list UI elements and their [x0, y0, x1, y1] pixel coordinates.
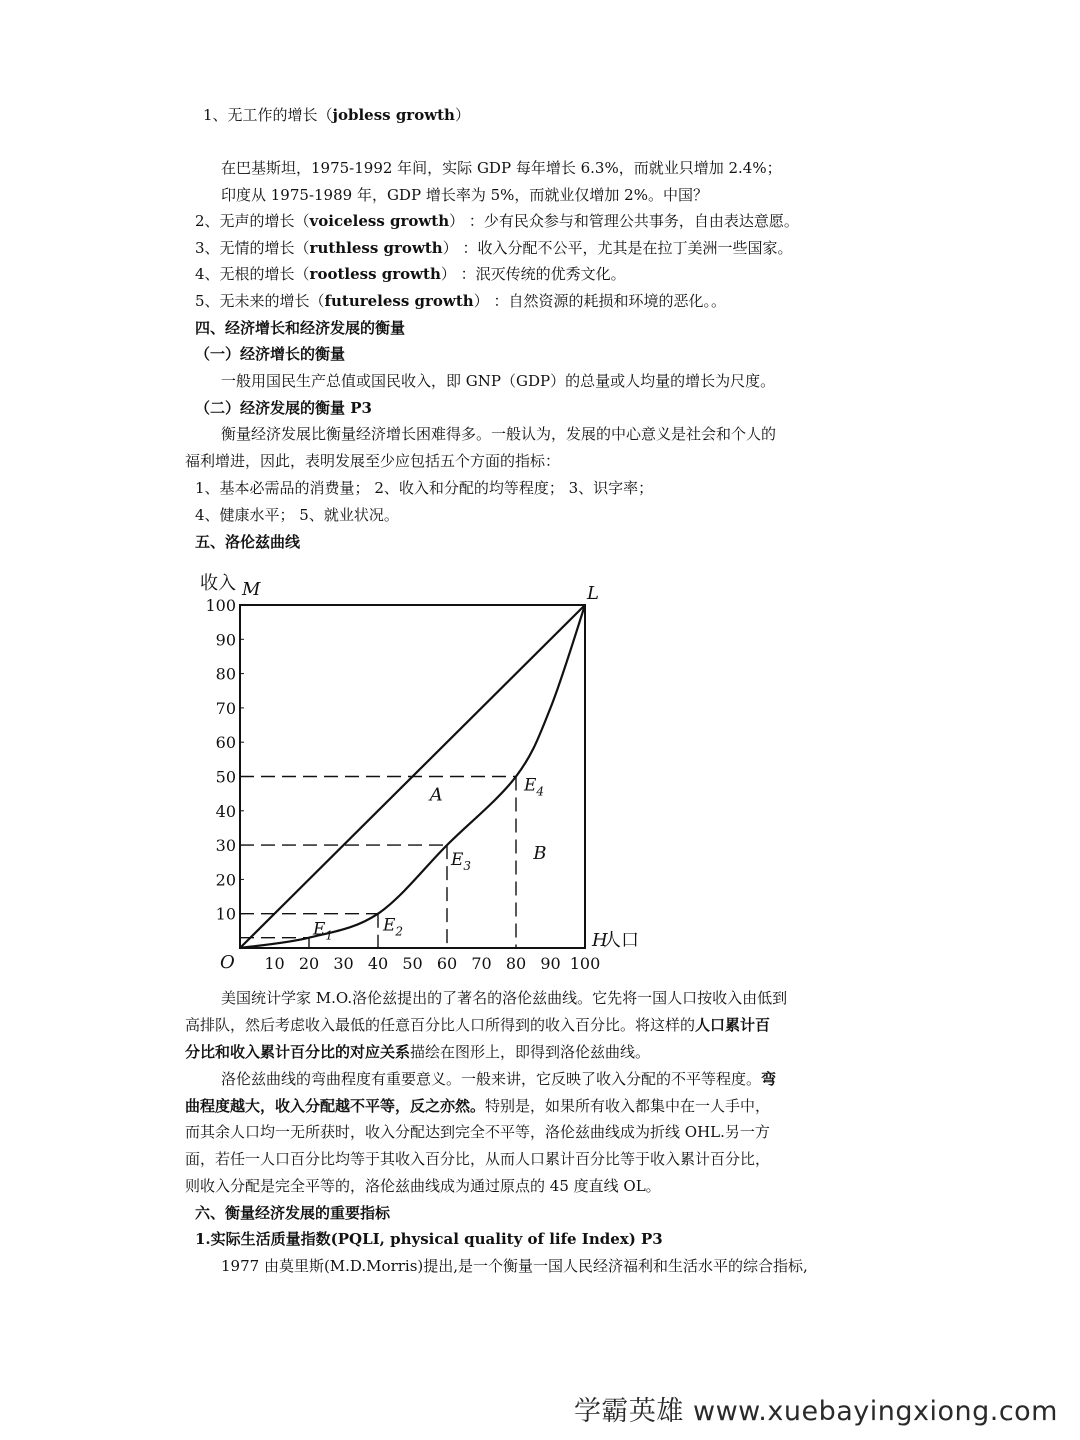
item-voiceless-desc: ） ：少有民众参与和管理公共事务，自由表达意愿。 [449, 212, 799, 230]
item-rootless-label: 4、无根的增长（ [195, 265, 310, 283]
x-tick-100: 100 [569, 954, 601, 973]
paragraph-lorenz-3-text: 描绘在图形上，即得到洛伦兹曲线。 [410, 1043, 651, 1061]
heading-section-5: 五、洛伦兹曲线 [195, 533, 301, 551]
item-voiceless-en: voiceless growth [309, 212, 450, 230]
y-tick-20: 20 [215, 870, 236, 890]
paragraph-curvature-2 [185, 1096, 770, 1116]
area-label-a: A [429, 784, 443, 806]
paragraph-curvature-1-text: 洛伦兹曲线的弯曲程度有重要意义。一般来讲，它反映了收入分配的不平等程度。 [221, 1070, 762, 1088]
item-futureless-desc: ） ：自然资源的耗损和环境的恶化。。 [473, 292, 726, 310]
point-label-letter: E [313, 919, 326, 940]
point-label-letter: E [451, 850, 464, 871]
corner-h: H [592, 930, 608, 951]
x-tick-50: 50 [402, 954, 423, 973]
lorenz-curve-chart [195, 568, 645, 978]
paragraph-lorenz-3 [185, 1042, 650, 1062]
heading-section-4: 四、经济增长和经济发展的衡量 [195, 319, 406, 337]
item-jobless-label: 1、无工作的增长（ [203, 106, 333, 124]
y-axis-label: 收入 [200, 573, 236, 594]
point-label-subscript: 4 [536, 784, 545, 799]
x-tick-40: 40 [367, 954, 389, 973]
paragraph-lorenz-2-text: 高排队，然后考虑收入最低的任意百分比人口所得到的收入百分比。将这样的 [185, 1016, 696, 1034]
paragraph-curvature-5: 则收入分配是完全平等的，洛伦兹曲线成为通过原点的 45 度直线 OL。 [185, 1177, 661, 1195]
paragraph-pakistan: 在巴基斯坦，1975-1992 年间，实际 GDP 每年增长 6.3%，而就业只增加 2.4%； [221, 159, 782, 177]
point-label-e2 [382, 916, 403, 939]
x-tick-60: 60 [436, 954, 458, 973]
x-tick-80: 80 [505, 954, 527, 973]
x-tick-70: 70 [471, 954, 492, 973]
paragraph-lorenz-2 [185, 1015, 770, 1035]
corner-o: O [220, 952, 235, 973]
point-label-e3 [450, 850, 471, 873]
heading-pqli: 1.实际生活质量指数(PQLI, physical quality of life Index) P3 [195, 1230, 663, 1248]
heading-growth-measure: （一）经济增长的衡量 [195, 345, 346, 363]
paragraph-development-2: 福利增进，因此，表明发展至少应包括五个方面的指标： [185, 452, 561, 470]
y-tick-50: 50 [215, 767, 236, 787]
x-tick-20: 20 [298, 954, 320, 973]
item-futureless [195, 291, 726, 311]
item-rootless [195, 264, 626, 284]
lorenz-svg [195, 568, 645, 978]
item-ruthless-label: 3、无情的增长（ [195, 239, 310, 257]
y-tick-40: 40 [215, 801, 236, 821]
y-tick-90: 90 [215, 630, 236, 650]
item-voiceless-label: 2、无声的增长（ [195, 212, 310, 230]
item-jobless-end: ） [454, 106, 470, 124]
x-tick-30: 30 [333, 954, 354, 973]
paragraph-lorenz-3-bold: 分比和收入累计百分比的对应关系 [185, 1043, 411, 1061]
paragraph-curvature-2-text: 特别是，如果所有收入都集中在一人手中， [485, 1097, 771, 1115]
point-label-subscript: 1 [325, 928, 334, 943]
point-label-e4 [523, 776, 544, 799]
item-voiceless [195, 211, 799, 231]
point-label-e1 [312, 920, 333, 943]
item-ruthless-en: ruthless growth [309, 239, 443, 257]
heading-development-measure: （二）经济发展的衡量 P3 [195, 399, 372, 417]
y-tick-100: 100 [205, 596, 236, 615]
item-rootless-en: rootless growth [309, 265, 441, 283]
y-tick-30: 30 [215, 836, 236, 856]
paragraph-curvature-1 [221, 1069, 776, 1089]
area-label-b: B [533, 842, 547, 864]
point-label-letter: E [524, 775, 537, 796]
paragraph-lorenz-1: 美国统计学家 M.O.洛伦兹提出的了著名的洛伦兹曲线。它先将一国人口按收入由低到 [221, 989, 788, 1007]
y-tick-80: 80 [215, 664, 236, 684]
paragraph-pqli: 1977 由莫里斯(M.D.Morris)提出,是一个衡量一国人民经济福利和生活水平的综合指标, [221, 1257, 808, 1275]
y-tick-70: 70 [215, 698, 236, 718]
corner-m: M [242, 579, 261, 600]
point-label-letter: E [383, 915, 396, 936]
point-label-subscript: 2 [395, 924, 404, 939]
corner-l: L [587, 583, 599, 604]
heading-section-6: 六、衡量经济发展的重要指标 [195, 1204, 391, 1222]
x-tick-90: 90 [540, 954, 561, 973]
item-futureless-en: futureless growth [324, 292, 474, 310]
paragraph-development-1: 衡量经济发展比衡量经济增长困难得多。一般认为，发展的中心意义是社会和个人的 [221, 425, 777, 443]
paragraph-india: 印度从 1975-1989 年，GDP 增长率为 5%，而就业仅增加 2%。中国？ [221, 186, 708, 204]
item-ruthless [195, 238, 792, 258]
paragraph-growth-measure: 一般用国民生产总值或国民收入，即 GNP（GDP）的总量或人均量的增长为尺度。 [221, 372, 776, 390]
x-tick-10: 10 [264, 954, 285, 973]
item-jobless-en: jobless growth [332, 106, 455, 124]
item-futureless-label: 5、无未来的增长（ [195, 292, 325, 310]
site-watermark: 学霸英雄 www.xuebayingxiong.com [573, 1396, 1058, 1427]
indicator-list-2: 4、健康水平； 5、就业状况。 [195, 506, 399, 524]
paragraph-lorenz-2-bold: 人口累计百 [695, 1016, 771, 1034]
point-label-subscript: 3 [463, 859, 472, 874]
paragraph-curvature-2-bold: 曲程度越大，收入分配越不平等，反之亦然。 [185, 1097, 486, 1115]
indicator-list-1: 1、基本必需品的消费量； 2、收入和分配的均等程度； 3、识字率； [195, 479, 654, 497]
paragraph-curvature-1-bold: 弯 [761, 1070, 777, 1088]
item-jobless [203, 105, 470, 125]
y-tick-10: 10 [215, 904, 236, 924]
x-axis-label: 人口 [603, 930, 639, 951]
paragraph-curvature-3: 而其余人口均一无所获时，收入分配达到完全不平等，洛伦兹曲线成为折线 OHL.另一方 [185, 1123, 770, 1141]
y-tick-60: 60 [215, 733, 236, 753]
item-rootless-desc: ） ：泯灭传统的优秀文化。 [440, 265, 626, 283]
paragraph-curvature-4: 面，若任一人口百分比均等于其收入百分比，从而人口累计百分比等于收入累计百分比， [185, 1150, 771, 1168]
item-ruthless-desc: ） ：收入分配不公平，尤其是在拉丁美洲一些国家。 [442, 239, 793, 257]
